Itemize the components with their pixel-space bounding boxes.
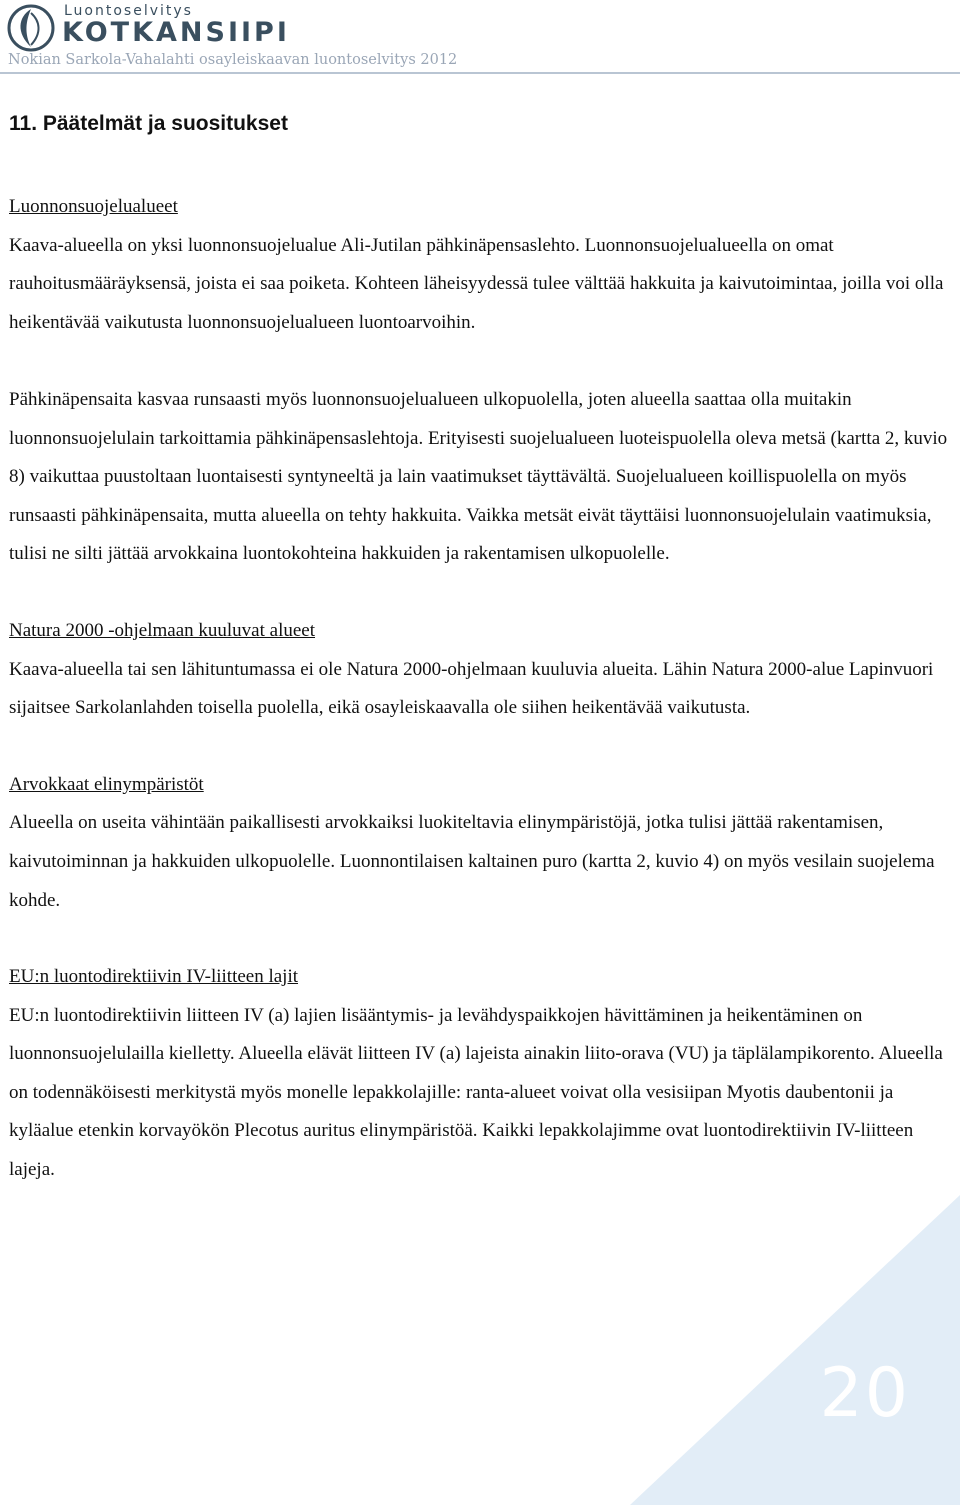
paragraph: EU:n luontodirektiivin liitteen IV (a) lajien lisääntymis- ja levähdyspaikkojen hävittäminen ja heikentäminen on luonnonsuojelulailla kielletty. Alueella elävät liitteen IV (a) lajeista ainakin liito-orava (VU) ja täplälampikorento. Alueella on todennäköisesti merkitystä myös monelle lepakkolajille: ranta-alueet voivat olla vesisiipan Myotis daubentonii ja kyläalue etenkin korvayökön Plecotus auritus elinympäristöä. Kaikki lepakkolajimme ovat luontodirektiivin IV-liitteen lajeja. xyxy=(9,1004,943,1181)
page-content xyxy=(9,105,949,1228)
header-divider xyxy=(0,72,960,74)
paragraph: Kaava-alueella on yksi luonnonsuojelualue Ali-Jutilan pähkinäpensaslehto. Luonnonsuojelualueella on omat rauhoitusmääräyksensä, joista ei saa poiketa. Kohteen läheisyydessä tulee välttää hakkuita ja kaivutoimintaa, joilla voi olla heikentävää vaikutusta luonnonsuojelualueen luontoarvoihin. xyxy=(9,234,944,333)
section-title: Luonnonsuojelualueet xyxy=(9,196,178,217)
page-number: 20 xyxy=(819,1354,910,1433)
logo-tagline: Luontoselvitys xyxy=(64,3,193,19)
kotkansiipi-logo-icon xyxy=(6,3,56,53)
page-corner-decoration xyxy=(630,1195,960,1505)
paragraph: Alueella on useita vähintään paikallisesti arvokkaiksi luokiteltavia elinympäristöjä, jotka tulisi jättää rakentamisen, kaivutoiminnan ja hakkuiden ulkopuolelle. Luonnontilaisen kaltainen puro (kartta 2, kuvio 4) on myös vesilain suojelema kohde. xyxy=(9,812,935,911)
section-natura-2000 xyxy=(9,612,949,728)
section-title: Arvokkaat elinympäristöt xyxy=(9,773,204,795)
section-title: EU:n luontodirektiivin IV-liitteen lajit xyxy=(9,966,299,988)
chapter-title: 11. Päätelmät ja suositukset xyxy=(9,112,288,135)
paragraph: Kaava-alueella tai sen lähituntumassa ei ole Natura 2000-ohjelmaan kuuluvia alueita. Lähin Natura 2000-alue Lapinvuori sijaitsee Sarkolanlahden toisella puolella, eikä osayleiskaavalla ole siihen heikentävää vaikutusta. xyxy=(9,658,934,719)
section-arvokkaat-elinymparistot xyxy=(9,766,949,920)
section-eu-luontodirektiivi xyxy=(9,958,949,1190)
paragraph: Pähkinäpensaita kasvaa runsaasti myös luonnonsuojelualueen ulkopuolella, joten alueella saattaa olla muitakin luonnonsuojelulain tarkoittamia pähkinäpensaslehtoja. Erityisesti suojelualueen luoteispuolella oleva metsä (kartta 2, kuvio 8) vaikuttaa puustoltaan luontaisesti syntyneeltä ja lain vaatimukset täyttävältä. Suojelualueen koillispuolella on myös runsaasti pähkinäpensaita, mutta alueella on tehty hakkuita. Vaikka metsät eivät täyttäisi luonnonsuojelulain vaatimuksia, tulisi ne silti jättää arvokkaina luontokohteina hakkuiden ja rakentamisen ulkopuolelle. xyxy=(9,388,948,565)
page-header xyxy=(0,0,960,75)
document-subtitle: Nokian Sarkola-Vahalahti osayleiskaavan luontoselvitys 2012 xyxy=(8,52,458,68)
section-title: Natura 2000 -ohjelmaan kuuluvat alueet xyxy=(9,619,316,641)
logo-wordmark: KOTKANSIIPI xyxy=(62,17,290,48)
section-luonnonsuojelualueet xyxy=(9,188,949,574)
